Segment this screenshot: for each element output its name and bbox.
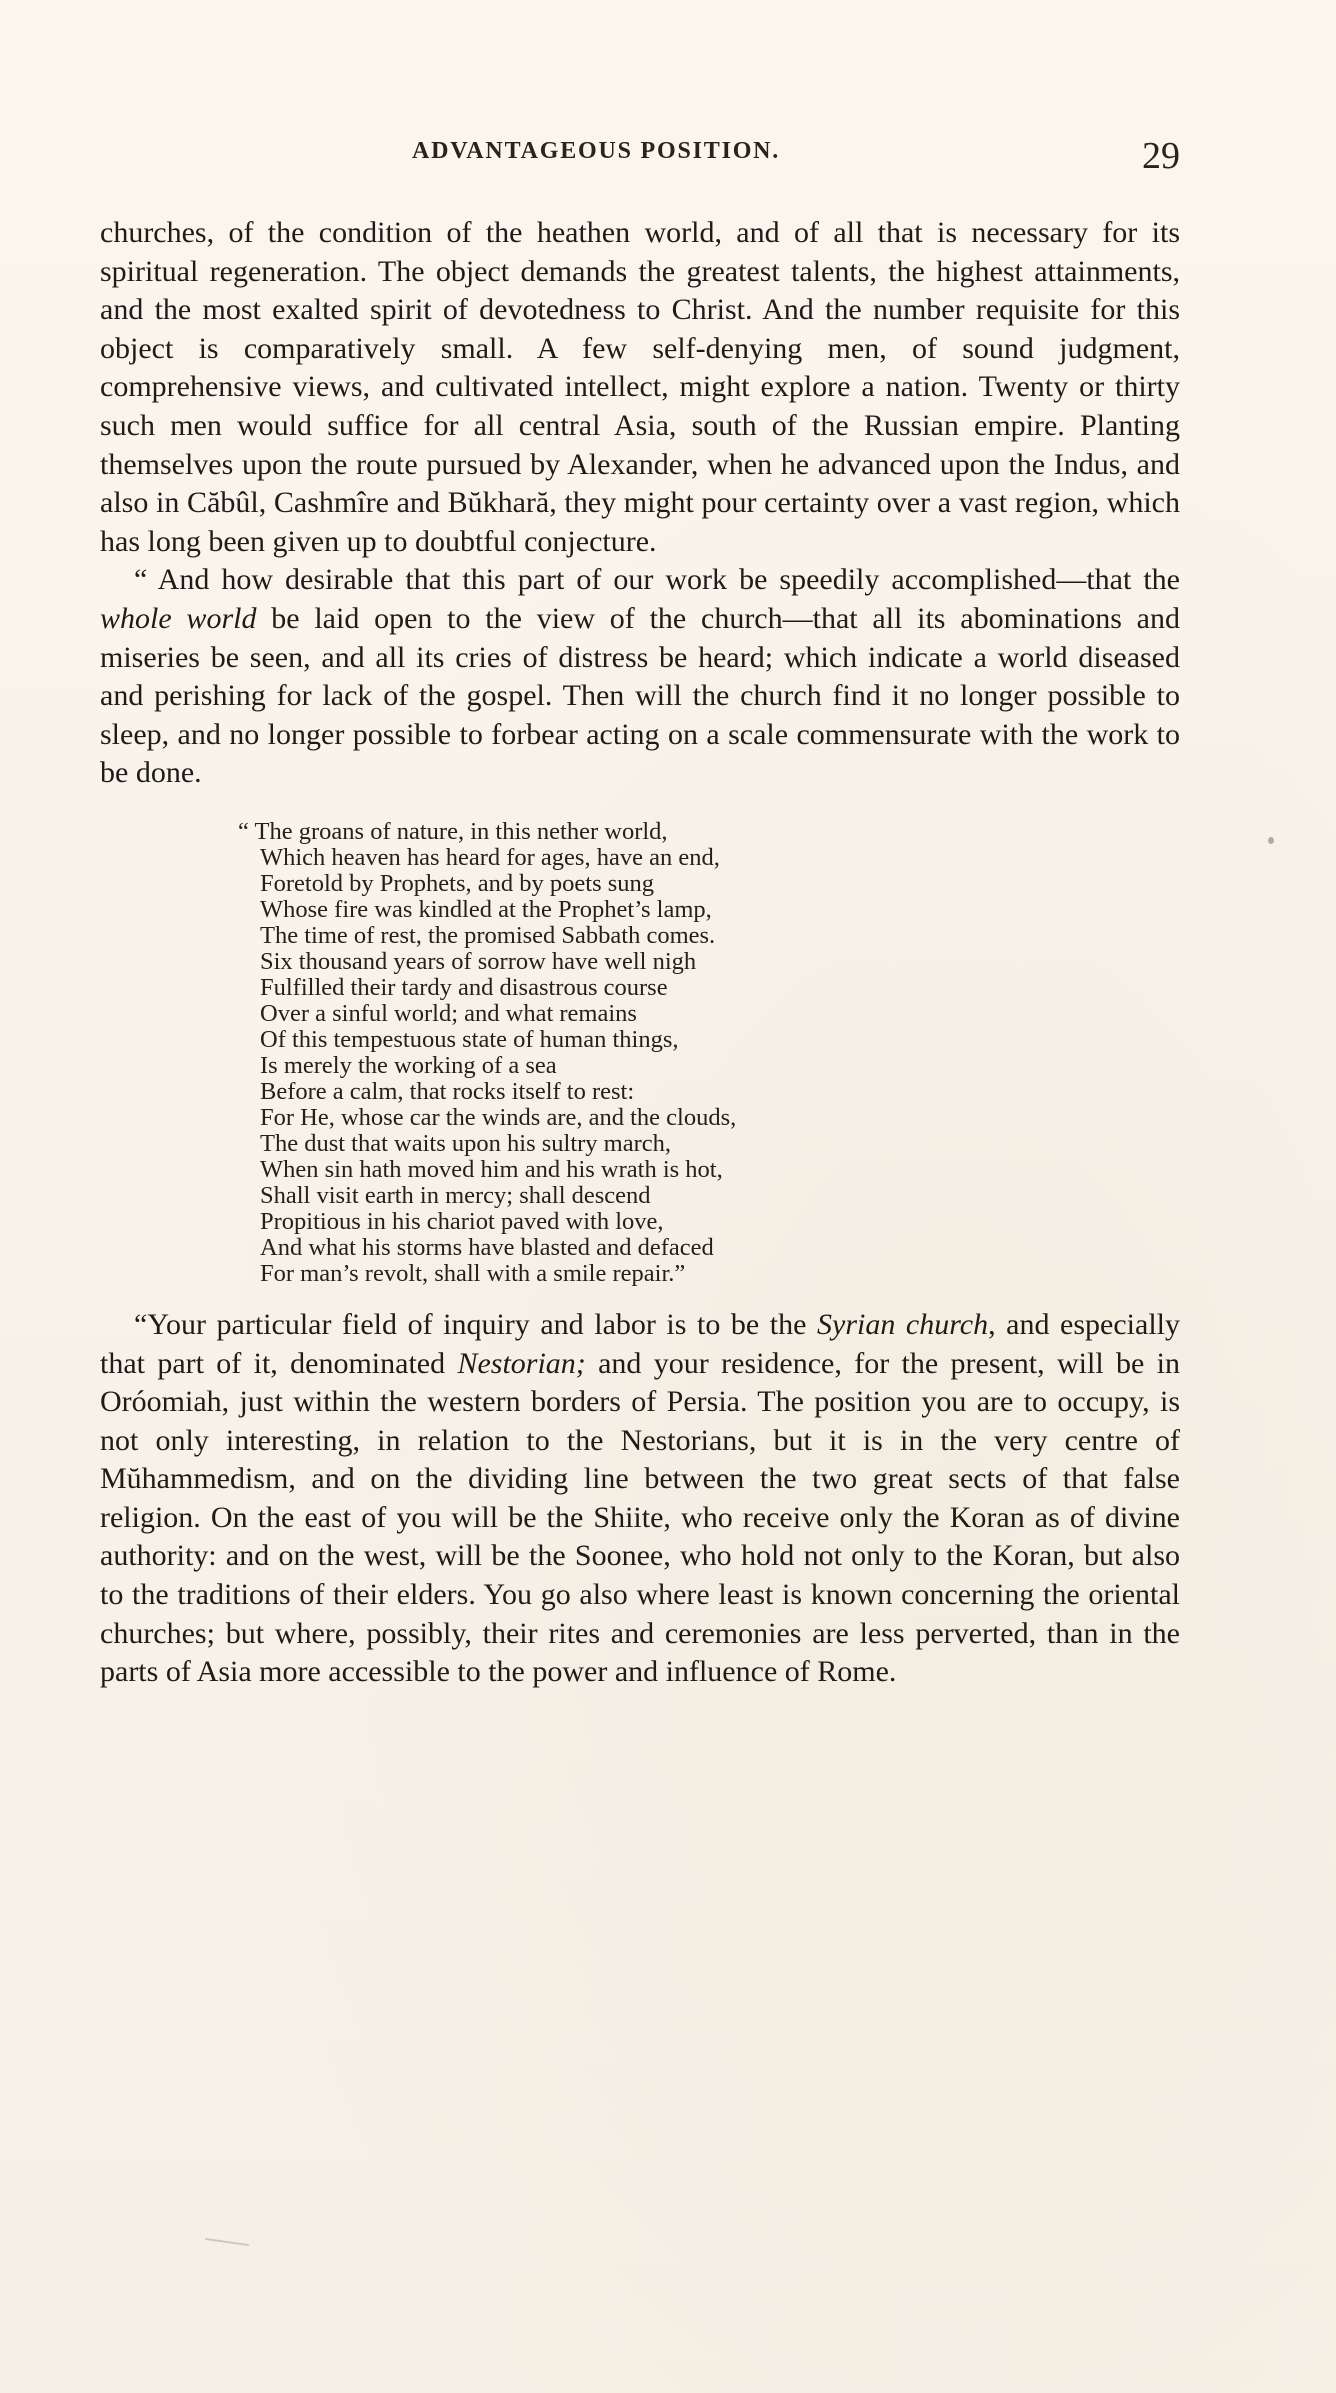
poem-line: For man’s revolt, shall with a smile repair.” [260,1259,686,1287]
paragraph-2 [100,561,1180,793]
poem-line: Shall visit earth in mercy; shall descend [260,1181,651,1209]
paragraph-2-text-a: “ And how desirable that this part of our work be speedily accomplished—that the [134,563,1180,597]
poem-line: And what his storms have blasted and defaced [260,1233,714,1261]
poem-line: When sin hath moved him and his wrath is hot, [260,1155,723,1183]
poem-line: For He, whose car the winds are, and the clouds, [260,1103,737,1131]
paragraph-2-text-b: be laid open to the view of the church—that all its abominations and miseries be seen, and all its cries of distress be heard; which indicate a world diseased and perishing for lack of the gospel. Then will the church find it no longer possible to sleep, and no longer possible to forbear acting on a scale commensurate with the work to be done. [100,601,1180,790]
poem-line: Is merely the working of a sea [260,1051,557,1079]
poem-line: Fulfilled their tardy and disastrous course [260,973,668,1001]
paragraph-3-text-a: “Your particular field of inquiry and labor is to be the [134,1307,818,1341]
paper-mark [205,2238,249,2246]
poem-line: Foretold by Prophets, and by poets sung [260,869,655,897]
poem-line: Over a sinful world; and what remains [260,999,637,1027]
syrian-church-italic: Syrian church [817,1307,989,1341]
page-number: 29 [1142,135,1180,177]
paragraph-3-text-c: and your residence, for the present, will be in Oróomiah, just within the western borders of Persia. The position you are to occupy, is not only interesting, in relation to the Nestorians, but it is in the very centre of Mŭhammedism, and on the dividing line between the two great sects of that false religion. On the east of you will be the Shiite, who receive only the Koran as of divine authority: and on the west, will be the Soonee, who hold not only to the Koran, but also to the traditions of their elders. You go also where least is known concerning the oriental churches; but where, possibly, their rites and ceremonies are less perverted, than in the parts of Asia more accessible to the power and influence of Rome. [100,1346,1180,1689]
running-head: ADVANTAGEOUS POSITION. [412,138,781,164]
paragraph-3 [100,1306,1180,1692]
poem-line: Propitious in his chariot paved with love, [260,1207,664,1235]
page-body [100,214,1180,1692]
poem-line: Of this tempestuous state of human things, [260,1025,679,1053]
poem-line: Before a calm, that rocks itself to rest: [260,1077,635,1105]
poem-line: Which heaven has heard for ages, have an end, [260,843,720,871]
poem-line: “ The groans of nature, in this nether world, [238,817,668,845]
paragraph-3-text-b: , and especially that part of it, denominated [100,1307,1180,1380]
quoted-poem [238,817,1180,1287]
poem-line: Whose fire was kindled at the Prophet’s lamp, [260,895,712,923]
paragraph-1: churches, of the condition of the heathen world, and of all that is necessary for its spiritual regeneration. The object demands the greatest talents, the highest attainments, and the most exalted spirit of devotedness to Christ. And the number requisite for this object is comparatively small. A few self-denying men, of sound judgment, comprehensive views, and cultivated intellect, might explore a nation. Twenty or thirty such men would suffice for all central Asia, south of the Russian empire. Planting themselves upon the route pursued by Alexander, when he advanced upon the Indus, and also in Căbûl, Cashmîre and Bŭkhară, they might pour certainty over a vast region, which has long been given up to doubtful conjecture. [100,216,1180,558]
page-header [100,134,1180,177]
nestorian-italic: Nestorian; [457,1346,586,1380]
poem-line: The dust that waits upon his sultry march, [260,1129,671,1157]
poem-line: The time of rest, the promised Sabbath comes. [260,921,716,949]
poem-line: Six thousand years of sorrow have well nigh [260,947,697,975]
whole-world-italic: whole world [100,601,257,635]
paper-speck [1268,837,1274,844]
